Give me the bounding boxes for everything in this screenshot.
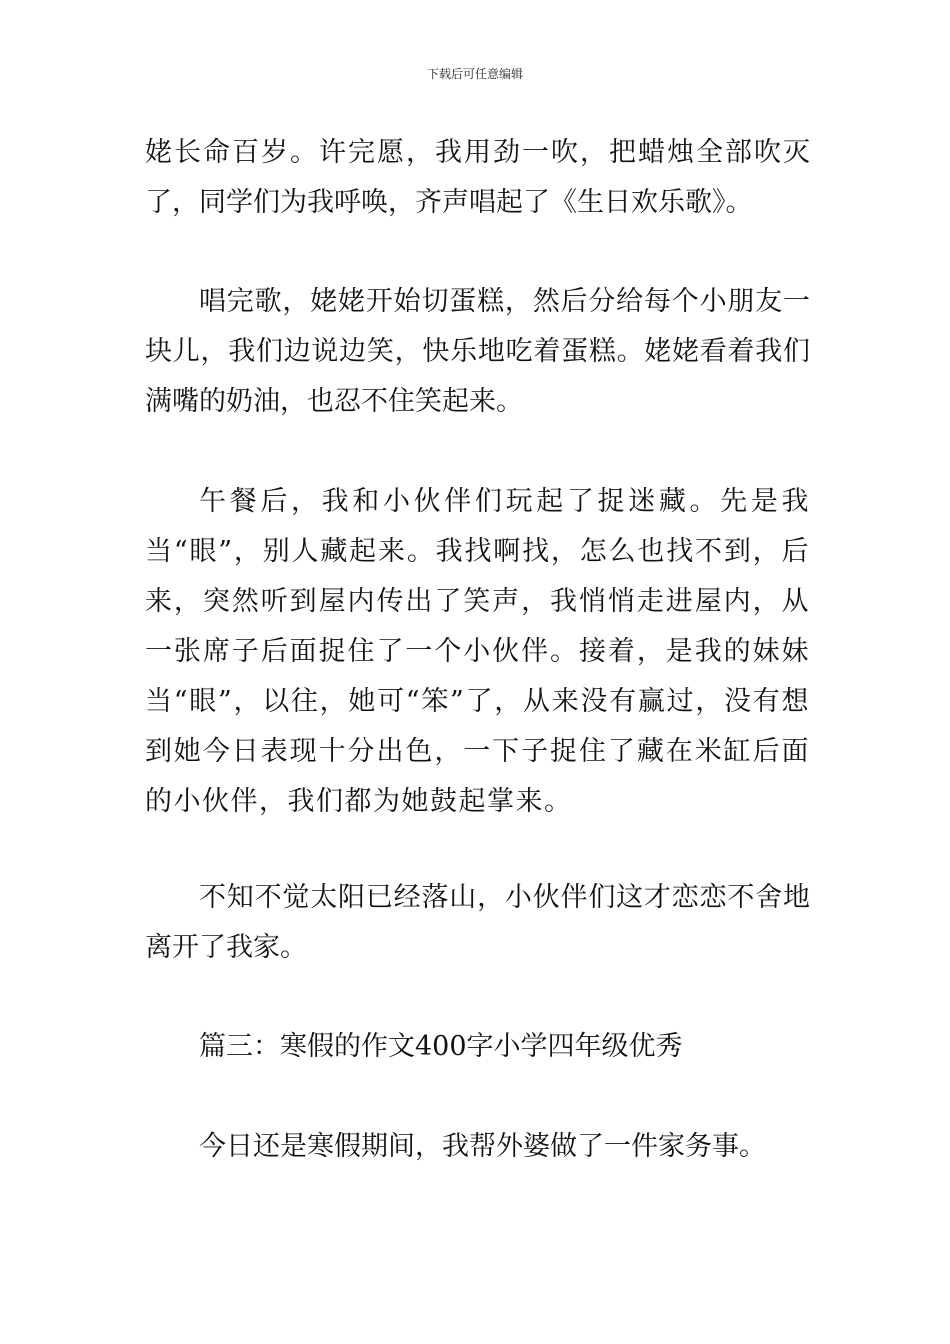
paragraph-birthday-wish: 姥长命百岁。许完愿，我用劲一吹，把蜡烛全部吹灭了，同学们为我呼唤，齐声唱起了《生日欢乐歌》。: [145, 137, 810, 218]
page-header: 下载后可任意编辑: [426, 67, 523, 81]
paragraph-sunset: 不知不觉太阳已经落山，小伙伴们这才恋恋不舍地离开了我家。: [145, 882, 810, 963]
paragraph-winter-break: 今日还是寒假期间，我帮外婆做了一件家务事。: [199, 1131, 766, 1162]
paragraph-cake: 唱完歌，姥姥开始切蛋糕，然后分给每个小朋友一块儿，我们边说边笑，快乐地吃着蛋糕。姥姥看着我们满嘴的奶油，也忍不住笑起来。: [145, 286, 810, 417]
paragraph-hide-and-seek: 午餐后，我和小伙伴们玩起了捉迷藏。先是我当“眼”，别人藏起来。我找啊找，怎么也找不到，后来，突然听到屋内传出了笑声，我悄悄走进屋内，从一张席子后面捉住了一个小伙伴。接着，是我的妹妹当“眼”，以往，她可“笨”了，从来没有赢过，没有想到她今日表现十分出色，一下子捉住了藏在米缸后面的小伙伴，我们都为她鼓起掌来。: [145, 486, 810, 817]
section-title: 篇三：寒假的作文400字小学四年级优秀: [199, 1031, 683, 1062]
